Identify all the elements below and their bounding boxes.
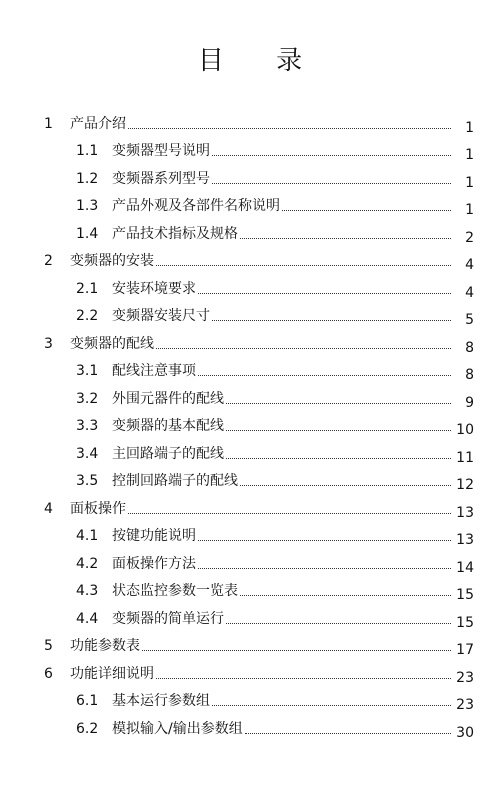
toc-entry-page-number: 17 — [456, 642, 474, 658]
dot-leader — [226, 430, 451, 431]
toc-entry-page-number: 1 — [465, 174, 474, 191]
dot-leader — [212, 155, 451, 156]
toc-entry[interactable] — [44, 544, 474, 576]
toc-entry-number: 4.2 — [76, 555, 99, 572]
toc-entry-title: 面板操作方法 — [112, 555, 196, 572]
toc-entry[interactable] — [44, 159, 474, 191]
dot-leader — [240, 595, 451, 596]
toc-entry-page-number: 12 — [456, 477, 474, 493]
toc-entry-title: 按键功能说明 — [112, 528, 196, 544]
dot-leader — [212, 320, 451, 321]
dot-leader — [128, 128, 451, 129]
toc-entry-title: 控制回路端子的配线 — [112, 473, 238, 489]
dot-leader — [156, 678, 451, 679]
dot-leader — [156, 265, 451, 266]
toc-entry-number: 2.1 — [76, 280, 99, 297]
toc-entry-number: 4.4 — [76, 610, 99, 627]
toc-entry-title: 变频器系列型号 — [112, 170, 210, 187]
toc-entry-number: 1 — [44, 115, 53, 132]
toc-entry-number: 6.2 — [76, 720, 99, 737]
toc-entry-title: 产品技术指标及规格 — [112, 225, 238, 242]
toc-entry-page-number: 23 — [456, 669, 474, 686]
dot-leader — [198, 568, 451, 569]
toc-entry-title: 状态监控参数一览表 — [112, 583, 238, 599]
toc-entry-page-number: 30 — [456, 724, 474, 741]
toc-entry[interactable] — [44, 187, 474, 218]
toc-entry[interactable] — [44, 517, 474, 548]
toc-entry-number: 3.3 — [76, 418, 99, 434]
toc-entry-page-number: 9 — [465, 394, 474, 411]
toc-entry-number: 2 — [44, 253, 53, 269]
toc-entry-page-number: 11 — [456, 449, 474, 466]
toc-entry-title: 变频器的安装 — [70, 253, 154, 269]
toc-entry-page-number: 15 — [456, 587, 474, 603]
dot-leader — [212, 183, 451, 184]
toc-entry-number: 1.2 — [76, 170, 99, 187]
toc-entry-number: 3.2 — [76, 390, 99, 407]
toc-entry[interactable] — [44, 572, 474, 603]
toc-entry-page-number: 13 — [456, 504, 474, 521]
toc-entry-number: 4.1 — [76, 528, 99, 544]
toc-entry-number: 1.3 — [76, 198, 99, 214]
toc-entry-number: 2.2 — [76, 308, 99, 324]
toc-entry[interactable] — [44, 654, 474, 686]
dot-leader — [240, 238, 451, 239]
toc-entry-page-number: 8 — [465, 339, 474, 356]
toc-entry-page-number: 1 — [465, 147, 474, 163]
toc-entry-title: 外围元器件的配线 — [112, 390, 224, 407]
toc-entry-page-number: 2 — [465, 229, 474, 246]
page-title: 目 录 — [197, 46, 325, 76]
toc-entry-title: 产品介绍 — [70, 115, 126, 132]
toc-entry-title: 主回路端子的配线 — [112, 445, 224, 462]
toc-entry-number: 4.3 — [76, 583, 99, 599]
toc-entry-title: 功能详细说明 — [70, 665, 154, 682]
toc-entry-page-number: 10 — [456, 422, 474, 438]
table-of-contents — [44, 104, 474, 741]
dot-leader — [226, 623, 451, 624]
dot-leader — [198, 293, 451, 294]
toc-entry-title: 变频器安装尺寸 — [112, 308, 210, 324]
toc-entry-number: 3 — [44, 335, 53, 352]
toc-entry[interactable] — [44, 297, 474, 328]
dot-leader — [198, 540, 451, 541]
toc-entry-page-number: 13 — [456, 532, 474, 548]
dot-leader — [142, 650, 451, 651]
toc-entry[interactable] — [44, 682, 474, 713]
toc-entry-title: 安装环境要求 — [112, 280, 196, 297]
toc-entry[interactable] — [44, 214, 474, 246]
toc-entry-title: 变频器的配线 — [70, 335, 154, 352]
toc-entry-title: 变频器的简单运行 — [112, 610, 224, 627]
dot-leader — [240, 485, 451, 486]
toc-entry-page-number: 4 — [465, 284, 474, 301]
toc-entry-title: 产品外观及各部件名称说明 — [112, 198, 280, 214]
dot-leader — [245, 733, 451, 734]
toc-entry[interactable] — [44, 627, 474, 658]
toc-entry[interactable] — [44, 379, 474, 411]
toc-entry-page-number: 23 — [456, 697, 474, 713]
toc-entry-page-number: 14 — [456, 559, 474, 576]
toc-entry[interactable] — [44, 407, 474, 438]
toc-entry-number: 3.4 — [76, 445, 99, 462]
dot-leader — [198, 375, 451, 376]
toc-entry-number: 3.1 — [76, 363, 99, 379]
dot-leader — [156, 348, 451, 349]
toc-entry-page-number: 1 — [465, 119, 474, 136]
toc-entry-title: 变频器型号说明 — [112, 143, 210, 159]
toc-entry-number: 5 — [44, 638, 53, 654]
toc-entry-page-number: 1 — [465, 202, 474, 218]
toc-entry-title: 变频器的基本配线 — [112, 418, 224, 434]
toc-entry-page-number: 4 — [465, 257, 474, 273]
toc-entry[interactable] — [44, 599, 474, 631]
toc-entry-title: 面板操作 — [70, 500, 126, 517]
toc-entry-number: 1.1 — [76, 143, 99, 159]
toc-entry-page-number: 15 — [456, 614, 474, 631]
dot-leader — [128, 513, 451, 514]
toc-entry-page-number: 8 — [465, 367, 474, 383]
toc-entry[interactable] — [44, 434, 474, 466]
toc-entry-number: 6 — [44, 665, 53, 682]
toc-entry[interactable] — [44, 352, 474, 383]
toc-entry-number: 4 — [44, 500, 53, 517]
toc-entry[interactable] — [44, 269, 474, 301]
toc-entry[interactable] — [44, 242, 474, 273]
toc-entry[interactable] — [44, 132, 474, 163]
dot-leader — [212, 705, 451, 706]
toc-entry-title: 配线注意事项 — [112, 363, 196, 379]
toc-entry-number: 3.5 — [76, 473, 99, 489]
toc-entry[interactable] — [44, 709, 474, 741]
dot-leader — [226, 403, 451, 404]
toc-entry-title: 功能参数表 — [70, 638, 140, 654]
toc-entry[interactable] — [44, 104, 474, 136]
toc-entry-title: 基本运行参数组 — [112, 693, 210, 709]
toc-entry-title: 模拟输入/输出参数组 — [112, 720, 243, 737]
dot-leader — [282, 210, 451, 211]
toc-entry[interactable] — [44, 324, 474, 356]
toc-entry-number: 6.1 — [76, 693, 99, 709]
toc-entry-number: 1.4 — [76, 225, 99, 242]
toc-entry[interactable] — [44, 462, 474, 493]
toc-entry-page-number: 5 — [465, 312, 474, 328]
dot-leader — [226, 458, 451, 459]
toc-entry[interactable] — [44, 489, 474, 521]
